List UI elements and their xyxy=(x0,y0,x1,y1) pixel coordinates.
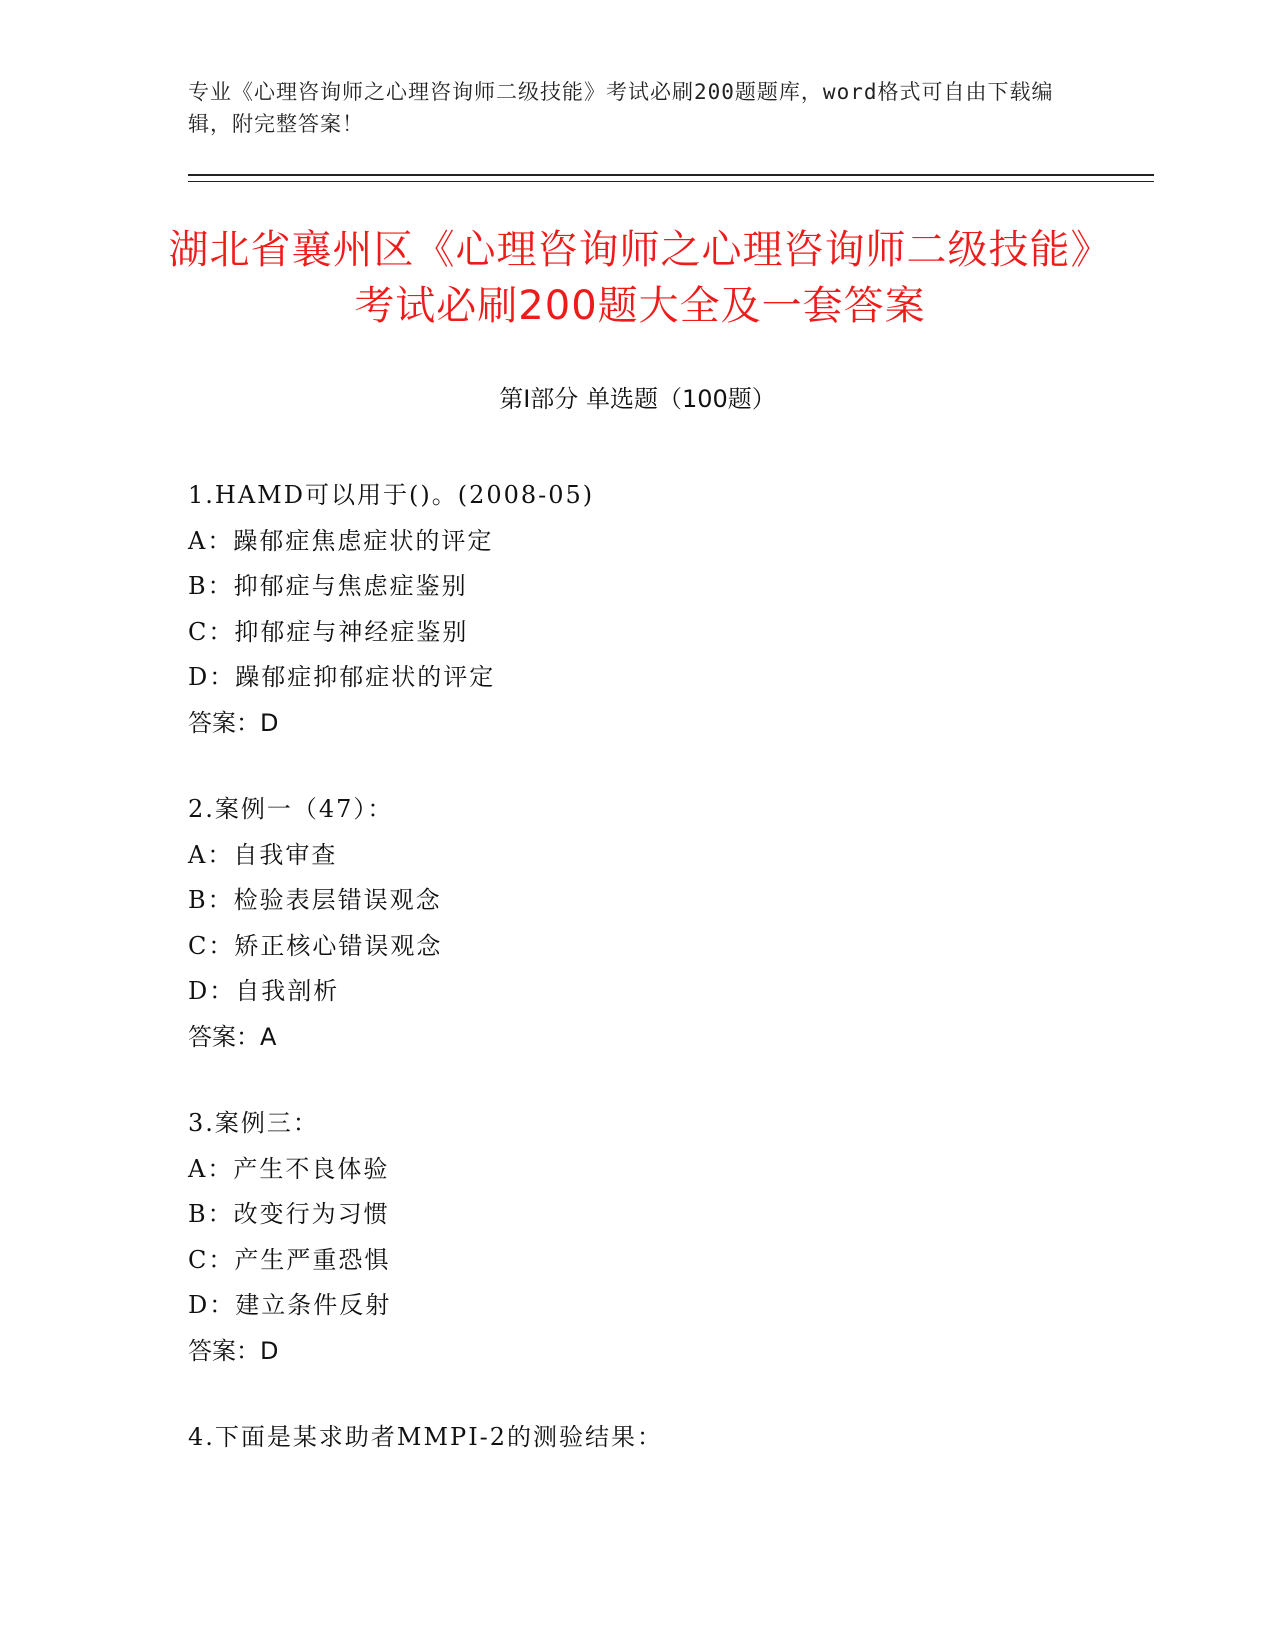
question-stem: 3.案例三： xyxy=(188,1109,319,1137)
header-rule-thin xyxy=(188,181,1154,182)
option-d: D：自我剖析 xyxy=(188,977,340,1005)
option-b: B：检验表层错误观念 xyxy=(188,886,442,914)
question-stem: 1.HAMD可以用于()。(2008-05) xyxy=(188,481,595,509)
option-c: C：抑郁症与神经症鉴别 xyxy=(188,617,469,646)
option-a: A：躁郁症焦虑症状的评定 xyxy=(188,526,494,555)
option-d: D：建立条件反射 xyxy=(188,1291,392,1319)
question-list xyxy=(188,473,1148,1502)
header-rule-thick xyxy=(188,174,1154,176)
question-3 xyxy=(188,1101,1148,1374)
section-title: 第Ⅰ部分 单选题（100题） xyxy=(499,385,776,413)
question-1 xyxy=(188,473,1148,746)
question-2 xyxy=(188,787,1148,1060)
option-d: D：躁郁症抑郁症状的评定 xyxy=(188,663,496,691)
header-note: 专业《心理咨询师之心理咨询师二级技能》考试必刷200题题库，word格式可自由下载编辑，附完整答案！ xyxy=(188,80,1054,136)
option-c: C：矫正核心错误观念 xyxy=(188,931,443,960)
option-c: C：产生严重恐惧 xyxy=(188,1245,391,1274)
option-a: A：自我审查 xyxy=(188,840,338,869)
document-title: 湖北省襄州区《心理咨询师之心理咨询师二级技能》考试必刷200题大全及一套答案 xyxy=(168,227,1112,329)
option-b: B：改变行为习惯 xyxy=(188,1200,390,1228)
answer: 答案：A xyxy=(188,1022,277,1051)
answer: 答案：D xyxy=(188,1336,279,1365)
question-stem: 2.案例一（47）： xyxy=(188,795,394,823)
question-4 xyxy=(188,1415,1148,1461)
answer: 答案：D xyxy=(188,708,279,737)
option-b: B：抑郁症与焦虑症鉴别 xyxy=(188,572,468,600)
option-a: A：产生不良体验 xyxy=(188,1154,390,1183)
question-stem: 4.下面是某求助者MMPI-2的测验结果： xyxy=(188,1423,664,1451)
